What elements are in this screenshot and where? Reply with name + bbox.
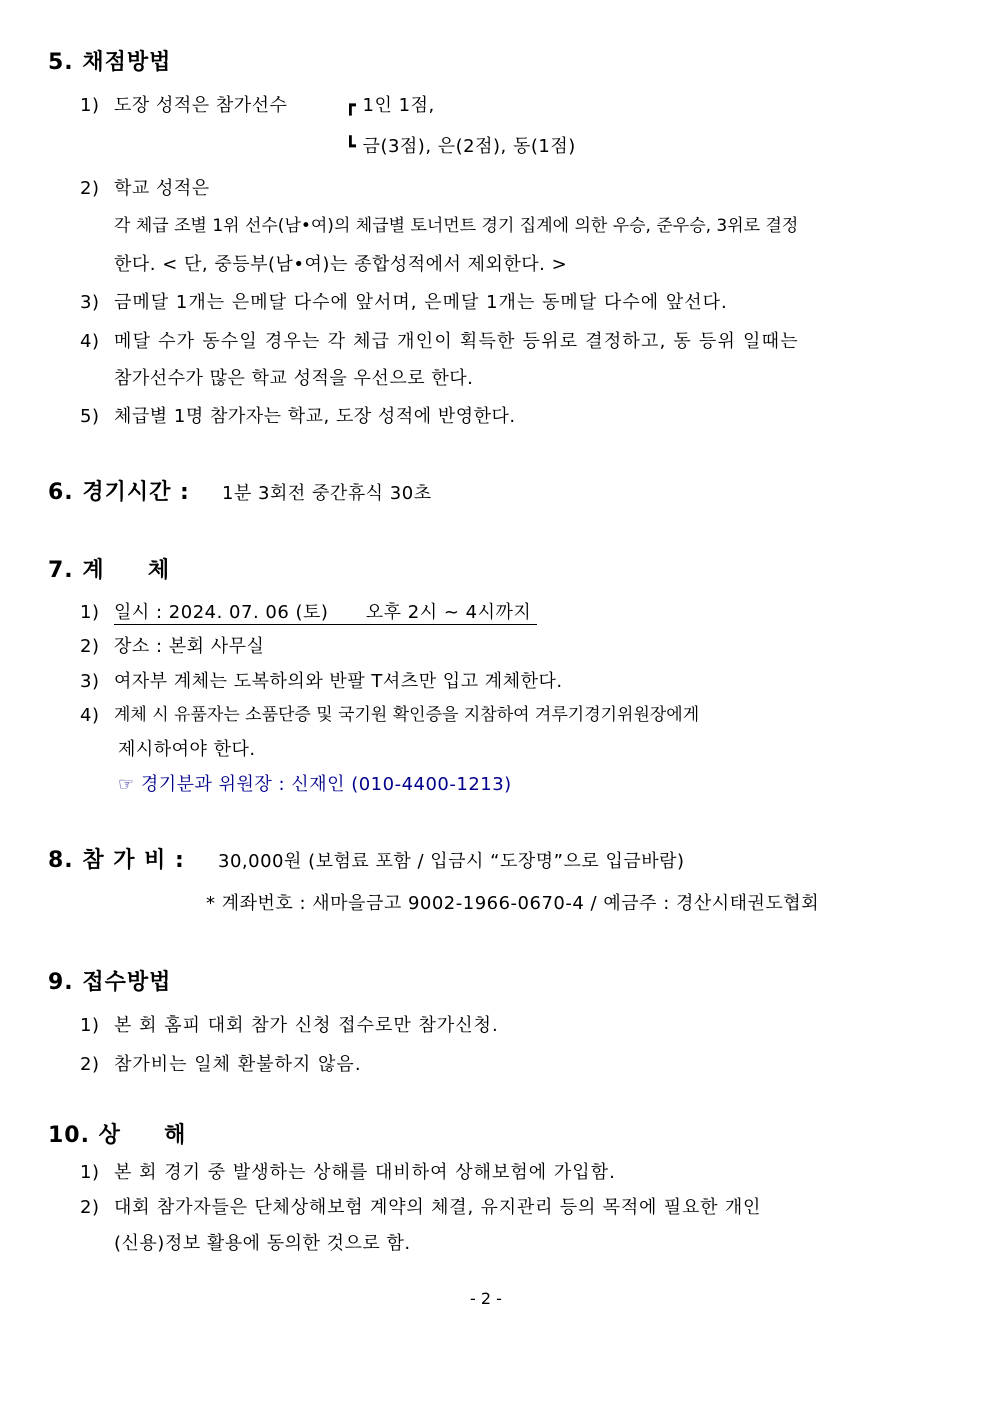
s7-item-1-text: 일시 : 2024. 07. 06 (토) 오후 2시 ~ 4시까지 (114, 602, 538, 623)
s10-item-2-number: 2) (80, 1197, 100, 1218)
s5-item-4-line-2: 참가선수가 많은 학교 성적을 우선으로 한다. (114, 368, 474, 389)
s5-item-2-line-3: 한다. < 단, 중등부(남•여)는 종합성적에서 제외한다. > (114, 254, 568, 275)
section-5-heading: 5. 채점방법 (48, 50, 172, 75)
s5-item-1-bracket-bottom: ┗ 금(3점), 은(2점), 동(1점) (345, 136, 576, 157)
s5-item-2-number: 2) (80, 178, 100, 199)
s9-item-2-number: 2) (80, 1054, 100, 1075)
section-6-heading: 6. 경기시간 : (48, 480, 190, 505)
s10-item-1-text: 본 회 경기 중 발생하는 상해를 대비하여 상해보험에 가입함. (114, 1162, 616, 1183)
s5-item-3-number: 3) (80, 292, 100, 313)
page-number: - 2 - (470, 1289, 502, 1308)
s10-item-2-line-2: (신용)정보 활용에 동의한 것으로 함. (114, 1233, 411, 1254)
s5-item-4-number: 4) (80, 331, 100, 352)
s7-item-4-number: 4) (80, 705, 100, 726)
s5-item-4-text: 메달 수가 동수일 경우는 각 체급 개인이 획득한 등위로 결정하고, 동 등위 일때는 (114, 331, 799, 352)
s9-item-2-text: 참가비는 일체 환불하지 않음. (114, 1054, 362, 1075)
s5-item-1-number: 1) (80, 95, 100, 116)
s5-item-1-bracket-top: ┏ 1인 1점, (345, 95, 435, 116)
s5-item-5-number: 5) (80, 406, 100, 427)
s7-contact: ☞ 경기분과 위원장 : 신재인 (010-4400-1213) (118, 774, 512, 795)
s7-item-3-text: 여자부 계체는 도복하의와 반팔 T셔츠만 입고 계체한다. (114, 671, 563, 692)
s6-text: 1분 3회전 중간휴식 30초 (222, 483, 432, 504)
s7-item-2-number: 2) (80, 636, 100, 657)
s7-item-2-text: 장소 : 본회 사무실 (114, 636, 265, 657)
s9-item-1-number: 1) (80, 1015, 100, 1036)
s5-item-2-text: 학교 성적은 (114, 178, 210, 199)
s7-item-3-number: 3) (80, 671, 100, 692)
s8-account-info: * 계좌번호 : 새마을금고 9002-1966-0670-4 / 예금주 : 경산시태권도협회 (206, 893, 820, 914)
section-9-heading: 9. 접수방법 (48, 970, 172, 995)
s7-item-4-line-2: 제시하여야 한다. (118, 739, 256, 760)
s5-item-2-line-2: 각 체급 조별 1위 선수(남•여)의 체급별 토너먼트 경기 집계에 의한 우승, 준우승, 3위로 결정 (114, 216, 799, 236)
s10-item-2-text: 대회 참가자들은 단체상해보험 계약의 체결, 유지관리 등의 목적에 필요한 개인 (114, 1197, 762, 1218)
s7-item-1-number: 1) (80, 602, 100, 623)
section-10-heading: 10. 상 해 (48, 1123, 187, 1148)
s9-item-1-text: 본 회 홈피 대회 참가 신청 접수로만 참가신청. (114, 1015, 499, 1036)
s5-item-5-text: 체급별 1명 참가자는 학교, 도장 성적에 반영한다. (114, 406, 516, 427)
section-8-heading: 8. 참 가 비 : (48, 848, 185, 873)
section-7-heading: 7. 계 체 (48, 558, 171, 583)
s8-fee-text: 30,000원 (보험료 포함 / 입금시 “도장명”으로 입금바람) (218, 851, 685, 872)
s5-item-3-text: 금메달 1개는 은메달 다수에 앞서며, 은메달 1개는 동메달 다수에 앞선다. (114, 292, 728, 313)
s7-item-4-text: 계체 시 유품자는 소품단증 및 국기원 확인증을 지참하여 겨루기경기위원장에게 (114, 705, 700, 725)
s10-item-1-number: 1) (80, 1162, 100, 1183)
s5-item-1-text: 도장 성적은 참가선수 (114, 95, 288, 116)
